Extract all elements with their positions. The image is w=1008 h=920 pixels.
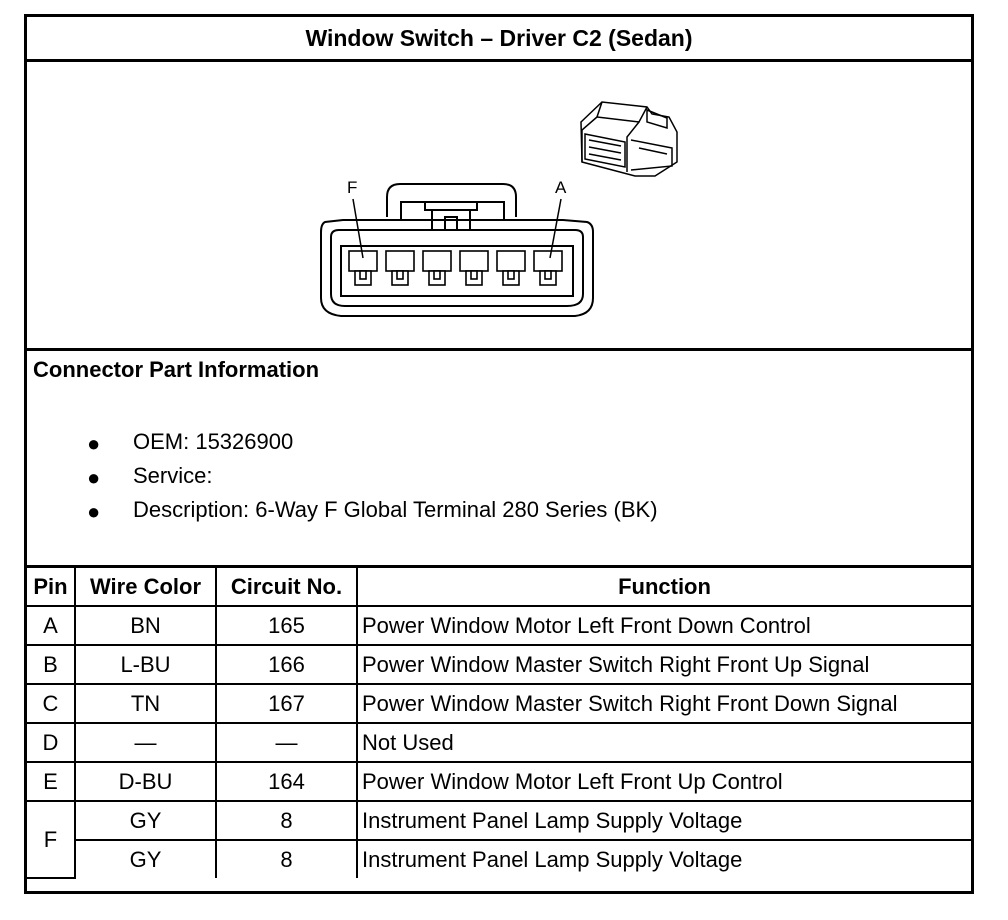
circuit-cell: — (216, 723, 357, 762)
header-function: Function (357, 568, 971, 606)
table-row (27, 684, 971, 723)
header-pin: Pin (27, 568, 75, 606)
wire-color-cell: GY (75, 801, 216, 840)
info-item-description (27, 497, 658, 531)
wire-color-cell: D-BU (75, 762, 216, 801)
info-text: Service: (133, 463, 213, 488)
table-row (27, 723, 971, 762)
pin-cell: D (27, 723, 75, 762)
bullet-icon: ● (87, 465, 101, 490)
pin-cell: E (27, 762, 75, 801)
wire-color-cell: TN (75, 684, 216, 723)
pin-cell: A (27, 606, 75, 645)
connector-part-information (27, 351, 971, 568)
pin-table (27, 568, 971, 879)
function-cell: Power Window Motor Left Front Down Control (357, 606, 971, 645)
circuit-cell: 164 (216, 762, 357, 801)
info-heading: Connector Part Information (33, 357, 320, 382)
terminal-cavities (349, 251, 562, 285)
leader-line-f (353, 199, 363, 258)
header-circuit-no: Circuit No. (216, 568, 357, 606)
function-cell: Instrument Panel Lamp Supply Voltage (357, 801, 971, 840)
table-row (27, 645, 971, 684)
function-cell: Power Window Master Switch Right Front Up Signal (357, 645, 971, 684)
pin-cell: B (27, 645, 75, 684)
info-text: Description: 6-Way F Global Terminal 280 Series (BK) (133, 497, 658, 522)
table-row (27, 606, 971, 645)
function-cell: Instrument Panel Lamp Supply Voltage (357, 840, 971, 878)
function-cell: Power Window Motor Left Front Up Control (357, 762, 971, 801)
circuit-cell: 166 (216, 645, 357, 684)
terminal-a (534, 251, 562, 285)
sheet-title: Window Switch – Driver C2 (Sedan) (27, 17, 971, 62)
bullet-icon: ● (87, 499, 101, 524)
circuit-cell: 8 (216, 840, 357, 878)
pin-label-f: F (347, 178, 358, 197)
bullet-icon: ● (87, 431, 101, 456)
info-item-oem (27, 429, 658, 463)
circuit-cell: 8 (216, 801, 357, 840)
header-wire-color: Wire Color (75, 568, 216, 606)
circuit-cell: 167 (216, 684, 357, 723)
connector-3d-sketch (581, 102, 677, 176)
terminal-b (497, 251, 525, 285)
circuit-cell: 165 (216, 606, 357, 645)
function-cell: Not Used (357, 723, 971, 762)
wire-color-cell: GY (75, 840, 216, 878)
terminal-d (423, 251, 451, 285)
wire-color-cell: — (75, 723, 216, 762)
leader-line-a (550, 199, 561, 258)
info-text: OEM: 15326900 (133, 429, 294, 454)
connector-drawing (27, 62, 971, 348)
table-row (27, 762, 971, 801)
table-row (27, 801, 971, 840)
terminal-c (460, 251, 488, 285)
info-list (27, 429, 658, 531)
wire-color-cell: L-BU (75, 645, 216, 684)
pin-table-header (27, 568, 971, 606)
wire-color-cell: BN (75, 606, 216, 645)
info-item-service (27, 463, 658, 497)
terminal-e (386, 251, 414, 285)
table-row (27, 840, 971, 878)
connector-figure (27, 62, 971, 351)
connector-sheet (24, 14, 974, 894)
pin-cell: F (27, 801, 75, 878)
pin-label-a: A (555, 178, 567, 197)
function-cell: Power Window Master Switch Right Front Down Signal (357, 684, 971, 723)
pin-cell: C (27, 684, 75, 723)
